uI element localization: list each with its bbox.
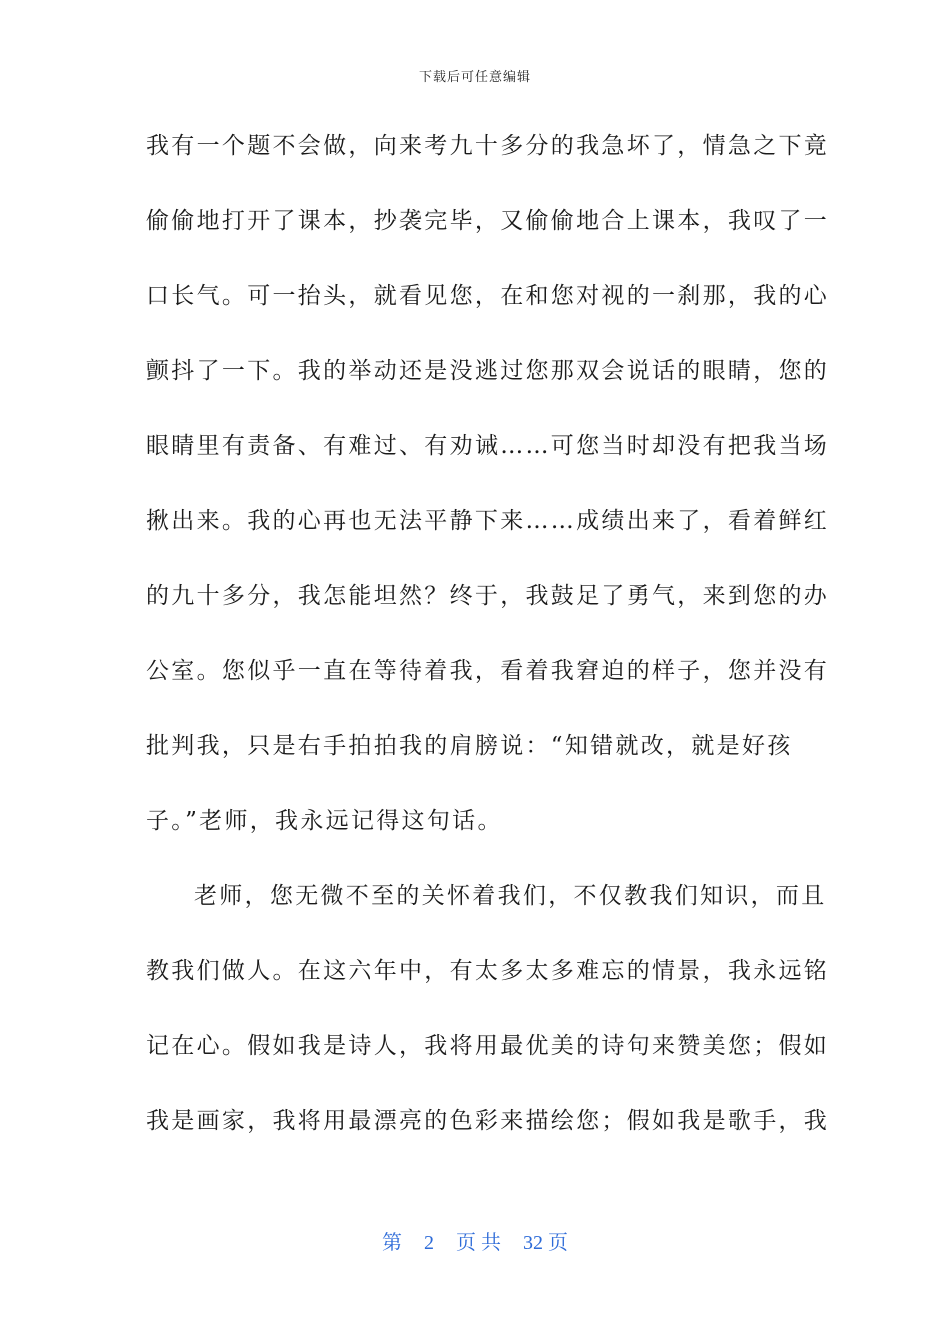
footer-total-pages: 32 [523,1232,543,1254]
footer-middle: 页 共 [456,1232,501,1254]
text-line: 揪出来。我的心再也无法平静下来……成绩出来了，看着鲜红 [146,508,830,534]
text-line: 子。”老师，我永远记得这句话。 [146,808,503,834]
text-line: 口长气。可一抬头，就看见您，在和您对视的一刹那，我的心 [146,283,830,309]
footer-page-number: 2 [424,1232,434,1254]
document-body [146,126,830,1176]
paragraph-1 [146,126,830,876]
page-footer [0,1226,950,1255]
paragraph-2 [146,876,830,1176]
text-line: 偷偷地打开了课本，抄袭完毕，又偷偷地合上课本，我叹了一 [146,208,830,234]
text-line: 颤抖了一下。我的举动还是没逃过您那双会说话的眼睛，您的 [146,358,830,384]
text-line: 老师，您无微不至的关怀着我们，不仅教我们知识，而且 [194,883,827,909]
text-line: 眼睛里有责备、有难过、有劝诫……可您当时却没有把我当场 [146,433,830,459]
text-line: 批判我，只是右手拍拍我的肩膀说：“知错就改，就是好孩 [146,733,793,759]
text-line: 记在心。假如我是诗人，我将用最优美的诗句来赞美您；假如 [146,1033,830,1059]
text-line: 教我们做人。在这六年中，有太多太多难忘的情景，我永远铭 [146,958,830,984]
text-line: 我是画家，我将用最漂亮的色彩来描绘您；假如我是歌手，我 [146,1108,830,1134]
text-line: 公室。您似乎一直在等待着我，看着我窘迫的样子，您并没有 [146,658,830,684]
page-header: 下载后可任意编辑 [418,70,531,85]
text-line: 我有一个题不会做，向来考九十多分的我急坏了，情急之下竟 [146,133,830,159]
footer-suffix: 页 [548,1232,568,1254]
text-line: 的九十多分，我怎能坦然？终于，我鼓足了勇气，来到您的办 [146,583,830,609]
footer-prefix: 第 [382,1232,402,1254]
